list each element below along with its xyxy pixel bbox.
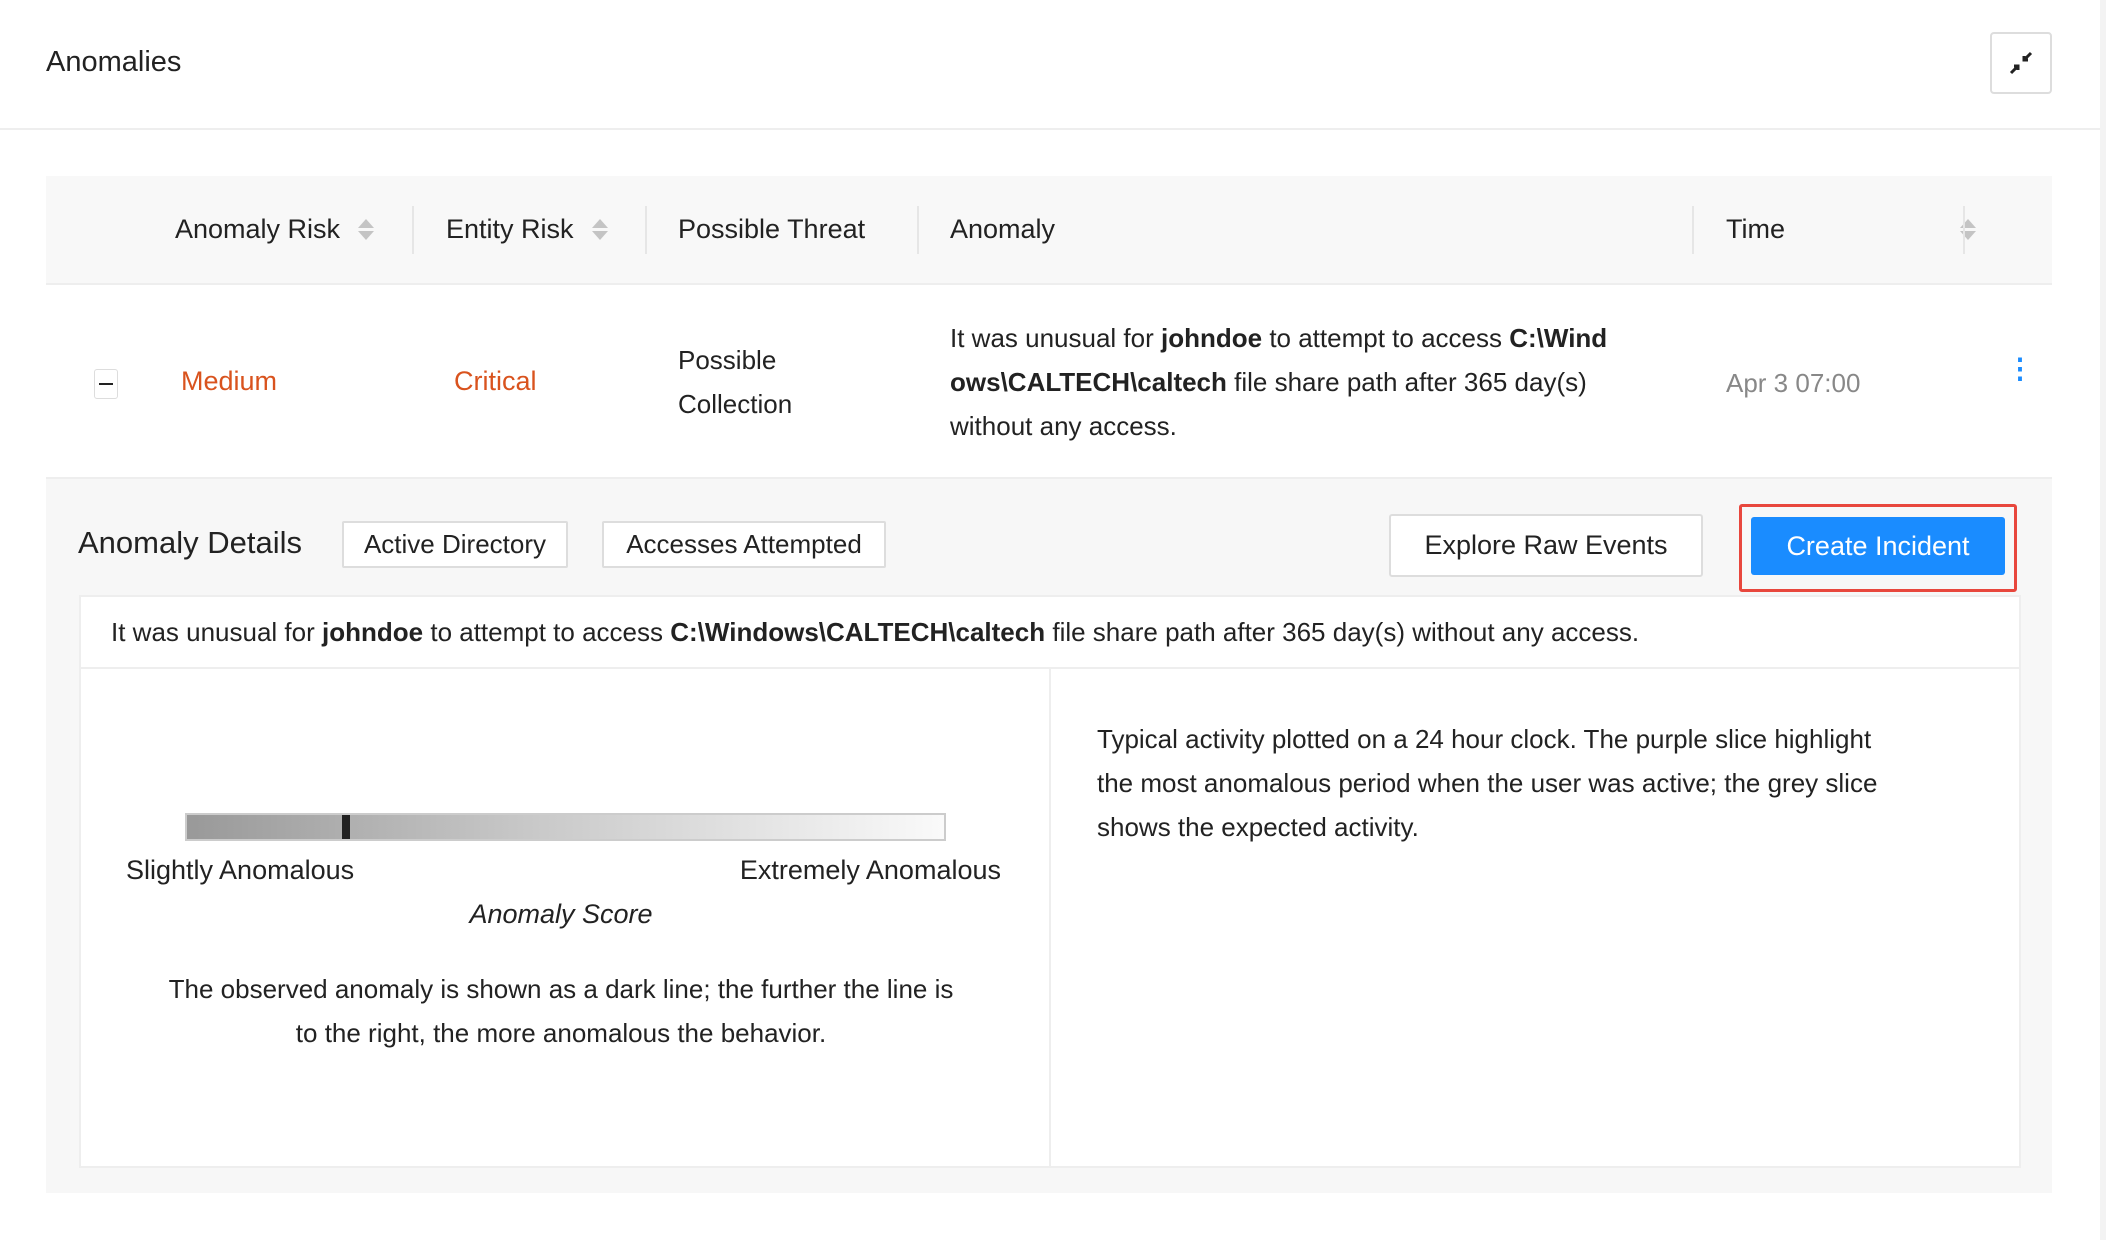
threat-line: Collection (678, 389, 793, 419)
column-divider (1963, 206, 1965, 254)
threat-line: Possible (678, 345, 777, 375)
anomaly-description (950, 316, 1670, 448)
gauge-caption (121, 967, 1001, 1055)
tag-accesses-attempted[interactable]: Accesses Attempted (602, 521, 886, 568)
create-incident-button[interactable]: Create Incident (1751, 517, 2005, 575)
text: to attempt to access (1262, 323, 1510, 353)
column-label: Anomaly (950, 214, 1056, 244)
minus-icon (99, 383, 113, 385)
text: shows the expected activity. (1097, 812, 1419, 842)
column-time[interactable] (1726, 176, 1976, 283)
column-label: Time (1726, 214, 1785, 244)
text: to the right, the more anomalous the behavior. (295, 1018, 827, 1048)
explore-raw-events-button[interactable]: Explore Raw Events (1389, 514, 1703, 577)
text: The observed anomaly is shown as a dark line; the further the line is (168, 974, 954, 1004)
gauge-high-label: Extremely Anomalous (739, 855, 1001, 885)
file-path: C:\Wind (1509, 323, 1608, 353)
sort-icon[interactable] (592, 219, 608, 240)
user-name: johndoe (322, 616, 424, 647)
more-options-icon[interactable]: ⋮ (2006, 353, 2034, 384)
text: to attempt to access (430, 616, 664, 647)
clock-description (1097, 717, 1977, 849)
column-possible-threat (678, 176, 865, 283)
text: It was unusual for (950, 323, 1161, 353)
time-value: Apr 3 07:00 (1726, 368, 1861, 398)
file-path: C:\Windows\CALTECH\caltech (670, 616, 1046, 647)
column-label: Possible Threat (678, 214, 866, 244)
table-header (46, 176, 2052, 285)
text: file share path after 365 day(s) (1226, 367, 1587, 397)
gauge-axis-label: Anomaly Score (469, 899, 653, 929)
tag-active-directory[interactable]: Active Directory (342, 521, 568, 568)
column-divider (917, 206, 919, 254)
possible-threat-value (678, 338, 792, 426)
collapse-button[interactable] (1990, 32, 2052, 94)
text: Typical activity plotted on a 24 hour clock. The purple slice highlight (1097, 724, 1872, 754)
table-row[interactable] (46, 285, 2052, 479)
user-name: johndoe (1161, 323, 1263, 353)
column-anomaly-risk[interactable] (175, 176, 374, 283)
column-divider (1049, 669, 1051, 1166)
column-anomaly (950, 176, 1055, 283)
text: file share path after 365 day(s) without any access. (1052, 616, 1640, 647)
text: without any access. (950, 411, 1177, 441)
gauge-low-label: Slightly Anomalous (126, 855, 355, 885)
scrollbar-track[interactable] (2100, 0, 2106, 1240)
column-divider (412, 206, 414, 254)
anomaly-score-gauge (185, 813, 946, 841)
file-path: ows\CALTECH\caltech (950, 367, 1227, 397)
column-divider (1692, 206, 1694, 254)
collapse-arrows-icon (2008, 50, 2034, 76)
collapse-row-button[interactable] (94, 369, 118, 399)
details-description (81, 597, 2019, 669)
anomaly-details-panel (46, 479, 2052, 1193)
column-label: Anomaly Risk (175, 214, 341, 244)
page-title: Anomalies (46, 46, 182, 78)
header-divider (0, 128, 2100, 130)
entity-risk-value: Critical (454, 366, 537, 396)
details-content (79, 595, 2021, 1168)
column-divider (645, 206, 647, 254)
column-label: Entity Risk (446, 214, 574, 244)
details-title: Anomaly Details (78, 525, 302, 560)
anomaly-score-marker (342, 815, 350, 839)
column-entity-risk[interactable] (446, 176, 608, 283)
text: the most anomalous period when the user was active; the grey slice (1097, 768, 1878, 798)
sort-icon[interactable] (358, 219, 374, 240)
text: It was unusual for (111, 616, 315, 647)
anomaly-risk-value: Medium (181, 366, 278, 396)
